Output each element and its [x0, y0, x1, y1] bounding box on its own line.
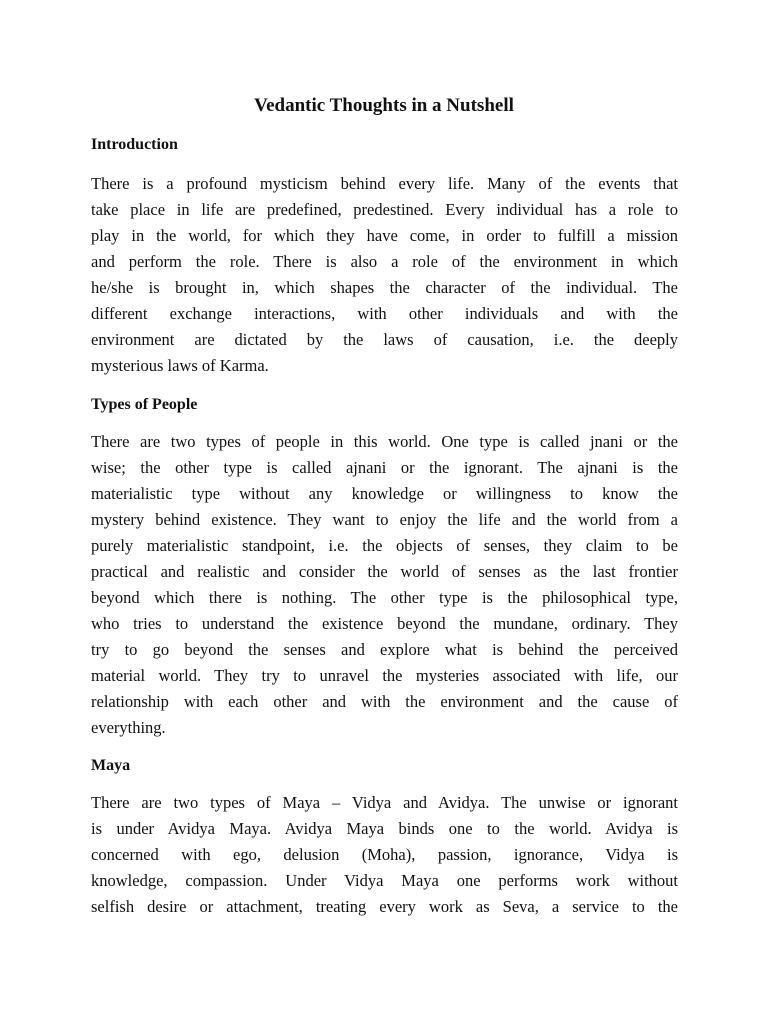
paragraph-line: is under Avidya Maya. Avidya Maya binds one to the world. Avidya is: [91, 819, 678, 838]
section-heading-maya: Maya: [91, 757, 131, 774]
paragraph-line: selfish desire or attachment, treating every work as Seva, a service to the: [91, 897, 678, 916]
paragraph-line: mystery behind existence. They want to enjoy the life and the world from a: [91, 510, 678, 529]
paragraph-line: There are two types of Maya – Vidya and Avidya. The unwise or ignorant: [91, 793, 678, 812]
paragraph-line: materialistic type without any knowledge or willingness to know the: [91, 484, 678, 503]
paragraph-line: take place in life are predefined, predestined. Every individual has a role to: [91, 200, 678, 219]
paragraph-line: different exchange interactions, with other individuals and with the: [91, 304, 678, 323]
paragraph-line: try to go beyond the senses and explore what is behind the perceived: [91, 640, 678, 659]
paragraph-line: mysterious laws of Karma.: [91, 356, 269, 375]
paragraph-line: everything.: [91, 718, 166, 737]
paragraph-line: he/she is brought in, which shapes the character of the individual. The: [91, 278, 678, 297]
paragraph-line: environment are dictated by the laws of causation, i.e. the deeply: [91, 330, 678, 349]
paragraph-line: There is a profound mysticism behind every life. Many of the events that: [91, 174, 678, 193]
paragraph-line: practical and realistic and consider the world of senses as the last frontier: [91, 562, 678, 581]
paragraph-line: wise; the other type is called ajnani or the ignorant. The ajnani is the: [91, 458, 678, 477]
paragraph-line: beyond which there is nothing. The other type is the philosophical type,: [91, 588, 678, 607]
document-title: Vedantic Thoughts in a Nutshell: [254, 95, 514, 116]
section-paragraph-maya: [91, 790, 678, 920]
paragraph-line: play in the world, for which they have come, in order to fulfill a mission: [91, 226, 678, 245]
paragraph-line: and perform the role. There is also a role of the environment in which: [91, 252, 678, 271]
section-paragraph-introduction: [91, 171, 678, 379]
paragraph-line: material world. They try to unravel the mysteries associated with life, our: [91, 666, 678, 685]
paragraph-line: relationship with each other and with the environment and the cause of: [91, 692, 678, 711]
paragraph-line: knowledge, compassion. Under Vidya Maya one performs work without: [91, 871, 678, 890]
section-heading-types-of-people: Types of People: [91, 396, 198, 413]
paragraph-line: purely materialistic standpoint, i.e. the objects of senses, they claim to be: [91, 536, 678, 555]
paragraph-line: There are two types of people in this world. One type is called jnani or the: [91, 432, 678, 451]
paragraph-line: concerned with ego, delusion (Moha), passion, ignorance, Vidya is: [91, 845, 678, 864]
section-heading-introduction: Introduction: [91, 136, 178, 153]
paragraph-line: who tries to understand the existence beyond the mundane, ordinary. They: [91, 614, 678, 633]
section-paragraph-types-of-people: [91, 429, 678, 741]
